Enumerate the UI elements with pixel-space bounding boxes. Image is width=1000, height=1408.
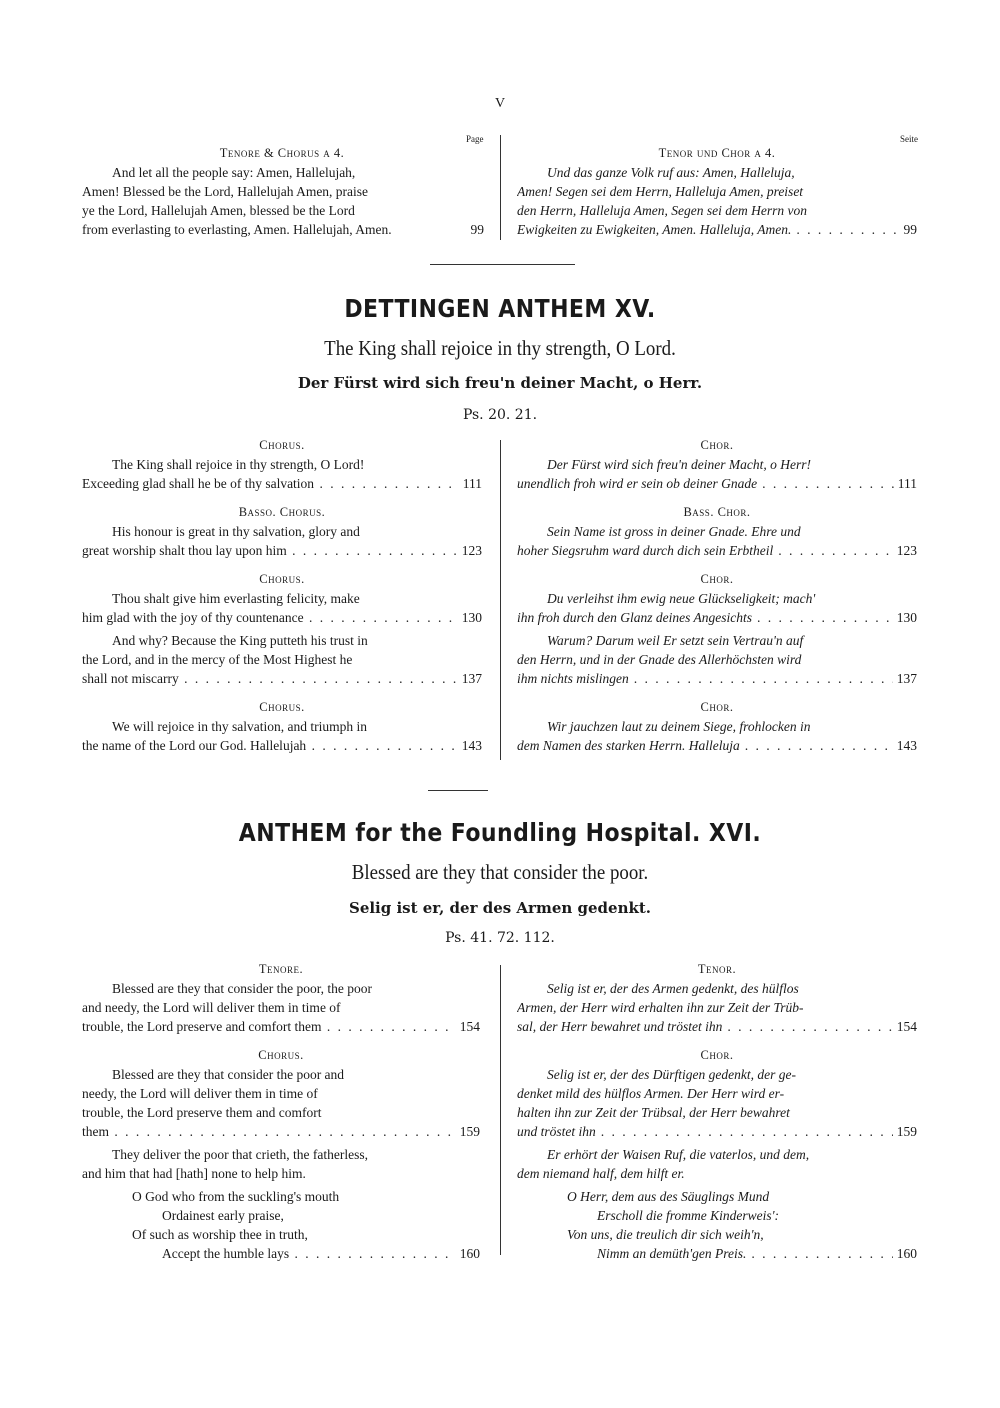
verse-line: Ordainest early praise, <box>162 1208 284 1223</box>
movement-heading: Tenor. <box>697 962 737 976</box>
movement-heading: Basso. Chorus. <box>238 505 326 519</box>
movement-heading: Chorus. <box>259 700 305 714</box>
anthem-15-english <box>82 436 482 759</box>
page-ref: 143 <box>458 736 482 755</box>
text-line: halten ihn zur Zeit der Trübsal, der Herr bewahret <box>517 1105 790 1120</box>
line-text: Ewigkeiten zu Ewigkeiten, Amen. Halleluja, Amen. <box>517 222 792 237</box>
anthem-15-subtitle-en: The King shall rejoice in thy strength, O Lord. <box>324 336 676 360</box>
line-text: Exceeding glad shall he be of thy salvation <box>82 476 315 491</box>
anthem-15-german <box>517 436 917 759</box>
verse-line: Von uns, die treulich dir sich weih'n, <box>567 1227 764 1242</box>
text-line <box>517 220 917 239</box>
text-line: Blessed are they that consider the poor, the poor <box>112 981 373 996</box>
text-line <box>82 669 482 688</box>
anthem-16-german <box>517 960 917 1267</box>
movement-entry <box>82 436 482 493</box>
text-line <box>82 474 482 493</box>
verse-entry <box>82 1187 480 1263</box>
text-line <box>82 1122 480 1141</box>
intro-text-en <box>82 163 482 239</box>
page-ref: 154 <box>893 1017 917 1036</box>
text-line: His honour is great in thy salvation, glory and <box>112 524 360 539</box>
movement-heading: Bass. Chor. <box>683 505 751 519</box>
text-line: denket mild des hülflos Armen. Der Herr wird er- <box>517 1086 785 1101</box>
page-ref: 130 <box>458 608 482 627</box>
text-line <box>82 736 482 755</box>
intro-english <box>82 144 482 239</box>
text-line: Amen! Segen sei dem Herrn, Halleluja Amen, preiset <box>517 184 804 199</box>
movement-entry <box>517 1145 917 1183</box>
movement-heading: Tenore. <box>258 962 304 976</box>
movement-entry <box>517 503 917 560</box>
page-ref: 154 <box>456 1017 480 1036</box>
seite-column-label: Seite <box>900 134 918 144</box>
page-ref: 123 <box>458 541 482 560</box>
movement-heading: Chorus. <box>259 438 305 452</box>
anthem-16-title: ANTHEM for the Foundling Hospital. XVI. <box>238 818 762 847</box>
text-line <box>517 474 917 493</box>
text-line: the Lord, and in the mercy of the Most Highest he <box>82 652 353 667</box>
movement-entry <box>517 436 917 493</box>
page-ref: 159 <box>893 1122 917 1141</box>
text-line: needy, the Lord will deliver them in time of <box>82 1086 318 1101</box>
text-line: And why? Because the King putteth his trust in <box>112 633 368 648</box>
text-line <box>517 1122 917 1141</box>
movement-entry <box>82 1046 480 1141</box>
text-line: They deliver the poor that crieth, the fatherless, <box>112 1147 369 1162</box>
line-text: Accept the humble lays <box>162 1246 290 1261</box>
verse-line: O God who from the suckling's mouth <box>132 1189 340 1204</box>
movement-entry <box>82 1145 480 1183</box>
anthem-16-psalm: Ps. 41. 72. 112. <box>445 930 555 946</box>
text-line: The King shall rejoice in thy strength, O Lord! <box>112 457 365 472</box>
page-ref: 160 <box>893 1244 917 1263</box>
line-text: dem Namen des starken Herrn. Halleluja <box>517 738 740 753</box>
line-text: the name of the Lord our God. Hallelujah <box>82 738 307 753</box>
line-text: them <box>82 1124 109 1139</box>
text-line: And let all the people say: Amen, Hallelujah, <box>112 165 356 180</box>
page-ref: 111 <box>894 474 917 493</box>
text-line: Selig ist er, der des Dürftigen gedenkt, der ge- <box>547 1067 796 1082</box>
text-line: trouble, the Lord preserve them and comfort <box>82 1105 322 1120</box>
text-line: Warum? Darum weil Er setzt sein Vertrau'n auf <box>547 633 804 648</box>
movement-heading: Chor. <box>700 1048 734 1062</box>
movement-entry <box>517 631 917 688</box>
text-line: Selig ist er, der des Armen gedenkt, des hülflos <box>547 981 799 996</box>
text-line: den Herrn, Halleluja Amen, Segen sei dem Herrn von <box>517 203 807 218</box>
text-line <box>82 1017 480 1036</box>
page-ref: 137 <box>458 669 482 688</box>
movement-entry <box>82 631 482 688</box>
intro-heading-en: Tenore & Chorus a 4. <box>219 146 345 160</box>
text-line: Du verleihst ihm ewig neue Glückseligkeit; mach' <box>547 591 816 606</box>
text-line <box>517 608 917 627</box>
text-line: and him that had [hath] none to help him. <box>82 1166 306 1181</box>
movement-entry <box>82 503 482 560</box>
page-ref: 99 <box>468 220 485 239</box>
text-line: We will rejoice in thy salvation, and triumph in <box>112 719 367 734</box>
text-line: Blessed are they that consider the poor and <box>112 1067 345 1082</box>
line-text: ihm nichts mislingen <box>517 671 629 686</box>
section-divider <box>430 264 575 265</box>
page-ref: 123 <box>893 541 917 560</box>
text-line: Der Fürst wird sich freu'n deiner Macht, o Herr! <box>547 457 811 472</box>
page-ref: 130 <box>893 608 917 627</box>
movement-entry <box>517 960 917 1036</box>
text-line <box>82 608 482 627</box>
text-line: ye the Lord, Hallelujah Amen, blessed be the Lord <box>82 203 355 218</box>
text-line <box>517 669 917 688</box>
page-column-label: Page <box>466 134 484 144</box>
line-text: sal, der Herr bewahret und tröstet ihn <box>517 1019 723 1034</box>
movement-heading: Chor. <box>700 700 734 714</box>
intro-text-de <box>517 163 917 239</box>
anthem-15-title: DETTINGEN ANTHEM XV. <box>344 294 656 323</box>
intro-german <box>517 144 917 239</box>
anthem-16-english <box>82 960 480 1267</box>
page-ref: 159 <box>456 1122 480 1141</box>
verse-line: O Herr, dem aus des Säuglings Mund <box>567 1189 770 1204</box>
column-rule <box>500 135 501 240</box>
anthem-16-subtitle-en: Blessed are they that consider the poor. <box>351 860 649 884</box>
line-text: und tröstet ihn <box>517 1124 596 1139</box>
movement-heading: Chor. <box>700 438 734 452</box>
anthem-15-psalm: Ps. 20. 21. <box>462 407 538 423</box>
text-line: den Herrn, und in der Gnade des Allerhöchsten wird <box>517 652 802 667</box>
anthem-16-subtitle-de: Selig ist er, der des Armen gedenkt. <box>348 899 652 917</box>
movement-entry <box>82 960 480 1036</box>
page-ref: 160 <box>456 1244 480 1263</box>
section-divider <box>428 790 488 791</box>
line-text: Nimm an demüth'gen Preis. <box>597 1246 747 1261</box>
text-line <box>82 220 452 239</box>
verse-line: Erscholl die fromme Kinderweis': <box>597 1208 779 1223</box>
page-number: V <box>494 96 506 111</box>
intro-heading-de: Tenor und Chor a 4. <box>658 146 776 160</box>
verse-entry <box>517 1187 917 1263</box>
page-ref: 99 <box>900 220 918 239</box>
line-text: shall not miscarry <box>82 671 179 686</box>
text-line <box>517 1017 917 1036</box>
movement-entry <box>517 698 917 755</box>
text-line <box>82 541 482 560</box>
text-line <box>517 736 917 755</box>
text-line: Er erhört der Waisen Ruf, die vaterlos, und dem, <box>547 1147 810 1162</box>
text-line: and needy, the Lord will deliver them in time of <box>82 1000 341 1015</box>
text-line: Thou shalt give him everlasting felicity, make <box>112 591 360 606</box>
text-line: Armen, der Herr wird erhalten ihn zur Zeit der Trüb- <box>517 1000 804 1015</box>
verse-line <box>517 1244 917 1263</box>
line-text: trouble, the Lord preserve and comfort them <box>82 1019 322 1034</box>
line-text: from everlasting to everlasting, Amen. Hallelujah, Amen. <box>82 222 392 237</box>
movement-entry <box>82 698 482 755</box>
movement-entry <box>517 570 917 627</box>
page-ref: 137 <box>893 669 917 688</box>
verse-line: Of such as worship thee in truth, <box>132 1227 308 1242</box>
line-text: him glad with the joy of thy countenance <box>82 610 304 625</box>
movement-entry <box>82 570 482 627</box>
text-line: dem niemand half, dem hilft er. <box>517 1166 685 1181</box>
column-rule <box>500 440 501 760</box>
line-text: great worship shalt thou lay upon him <box>82 543 287 558</box>
page-ref: 143 <box>893 736 917 755</box>
text-line: Und das ganze Volk ruf aus: Amen, Halleluja, <box>547 165 795 180</box>
movement-entry <box>517 1046 917 1141</box>
column-rule <box>500 965 501 1255</box>
line-text: unendlich froh wird er sein ob deiner Gnade <box>517 476 758 491</box>
movement-heading: Chor. <box>700 572 734 586</box>
text-line: Wir jauchzen laut zu deinem Siege, frohlocken in <box>547 719 811 734</box>
movement-heading: Chorus. <box>259 572 305 586</box>
page-ref: 111 <box>459 474 482 493</box>
line-text: hoher Siegsruhm ward durch dich sein Erbtheil <box>517 543 774 558</box>
line-text: ihn froh durch den Glanz deines Angesichts <box>517 610 752 625</box>
text-line <box>517 541 917 560</box>
movement-heading: Chorus. <box>258 1048 304 1062</box>
verse-line <box>82 1244 480 1263</box>
text-line: Sein Name ist gross in deiner Gnade. Ehre und <box>547 524 801 539</box>
text-line: Amen! Blessed be the Lord, Hallelujah Amen, praise <box>82 184 369 199</box>
anthem-15-subtitle-de: Der Fürst wird sich freu'n deiner Macht, o Herr. <box>297 374 703 392</box>
